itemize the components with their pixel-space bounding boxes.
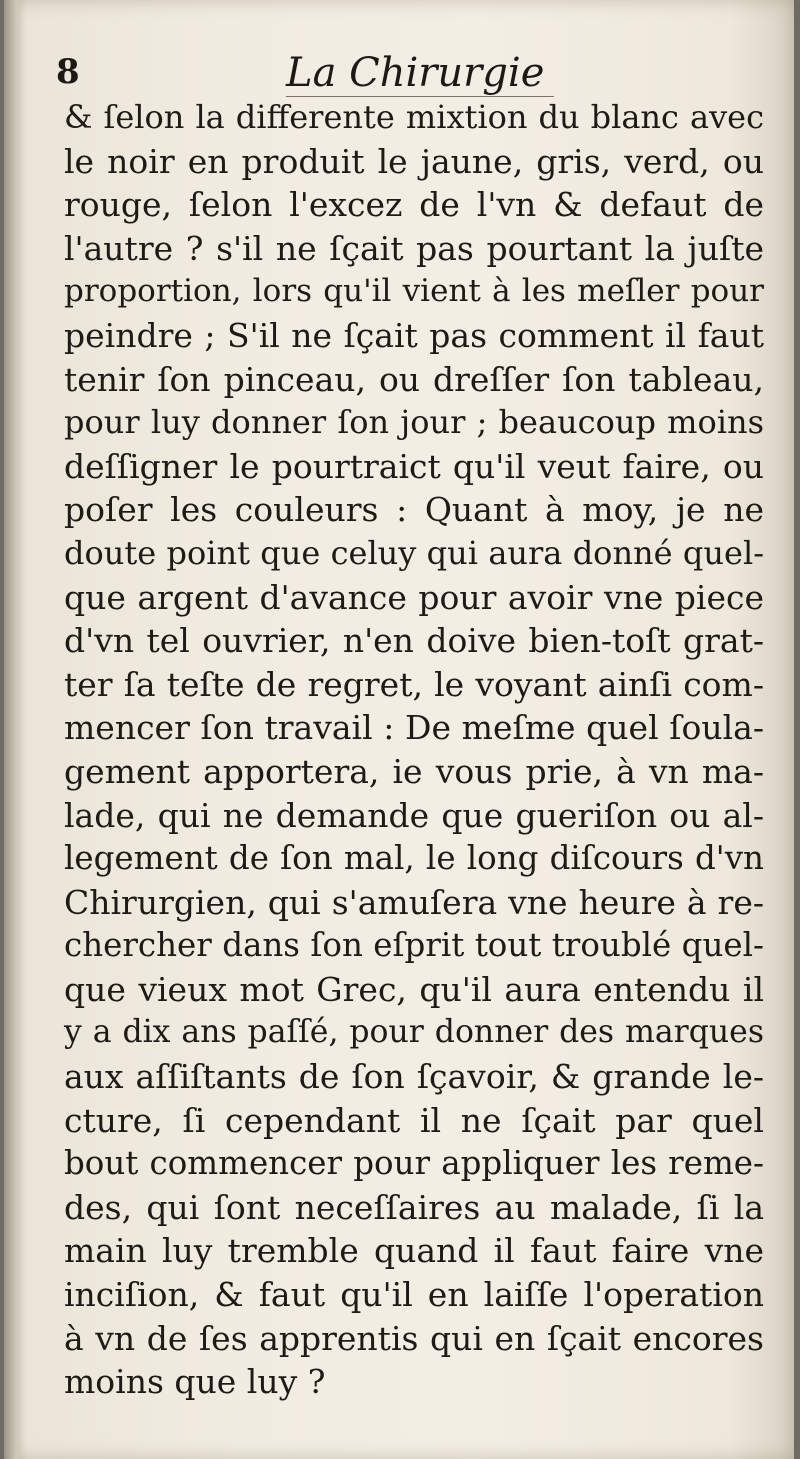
book-page xyxy=(4,0,794,1459)
text-line: à vn de ſes apprentis qui en ſçait encores xyxy=(64,1318,764,1358)
body-text xyxy=(64,96,764,1404)
text-line: que argent d'avance pour avoir vne piece xyxy=(64,577,764,617)
text-line: d'vn tel ouvrier, n'en doive bien-toſt grat- xyxy=(64,621,764,661)
text-line: gement apportera, ie vous prie, à vn ma- xyxy=(64,751,764,791)
text-line: poſer les couleurs : Quant à moy, je ne xyxy=(64,490,764,530)
text-line: que vieux mot Grec, qu'il aura entendu il xyxy=(64,969,764,1009)
text-line: pour luy donner ſon jour ; beaucoup moins xyxy=(64,403,764,442)
text-line: main luy tremble quand il faut faire vne xyxy=(64,1231,764,1271)
text-line: & ſelon la differente mixtion du blanc avec xyxy=(64,98,764,136)
text-line: moins que luy ? xyxy=(64,1362,326,1402)
text-line: ter ſa teſte de regret, le voyant ainſi com- xyxy=(64,664,764,704)
text-line: mencer ſon travail : De meſme quel ſoula- xyxy=(64,708,764,748)
text-line: aux aſſiſtants de ſon ſçavoir, & grande le- xyxy=(64,1057,764,1097)
text-line: rouge, ſelon l'excez de l'vn & defaut de xyxy=(64,185,764,225)
text-line: bout commencer pour appliquer les reme- xyxy=(64,1144,764,1183)
running-head: La Chirurgie xyxy=(286,50,554,97)
text-line: deſſigner le pourtraict qu'il veut faire, ou xyxy=(64,446,764,486)
text-line: y a dix ans paſſé, pour donner des marques xyxy=(64,1014,764,1051)
page-gutter-shadow xyxy=(4,0,24,1459)
text-line: lade, qui ne demande que gueriſon ou al- xyxy=(64,795,764,835)
text-line: doute point que celuy qui aura donné quel- xyxy=(64,533,764,572)
text-line: chercher dans ſon eſprit tout troublé quel- xyxy=(64,926,764,965)
text-line: des, qui ſont neceſſaires au malade, ſi la xyxy=(64,1187,764,1227)
text-line: Chirurgien, qui s'amuſera vne heure à re- xyxy=(64,882,764,922)
text-line: cture, ſi cependant il ne ſçait par quel xyxy=(64,1100,764,1140)
page-header xyxy=(56,50,756,96)
page-number: 8 xyxy=(56,52,80,92)
text-line: inciſion, & faut qu'il en laiſſe l'operation xyxy=(64,1275,764,1315)
text-line: l'autre ? s'il ne ſçait pas pourtant la juſte xyxy=(64,228,764,268)
text-line: proportion, lors qu'il vient à les meſler pour xyxy=(64,273,764,310)
text-line: peindre ; S'il ne ſçait pas comment il faut xyxy=(64,315,764,355)
text-line: legement de ſon mal, le long diſcours d'vn xyxy=(64,839,764,878)
text-line: le noir en produit le jaune, gris, verd, ou xyxy=(64,141,764,181)
text-line: tenir ſon pinceau, ou dreſſer ſon tableau, xyxy=(64,359,764,399)
